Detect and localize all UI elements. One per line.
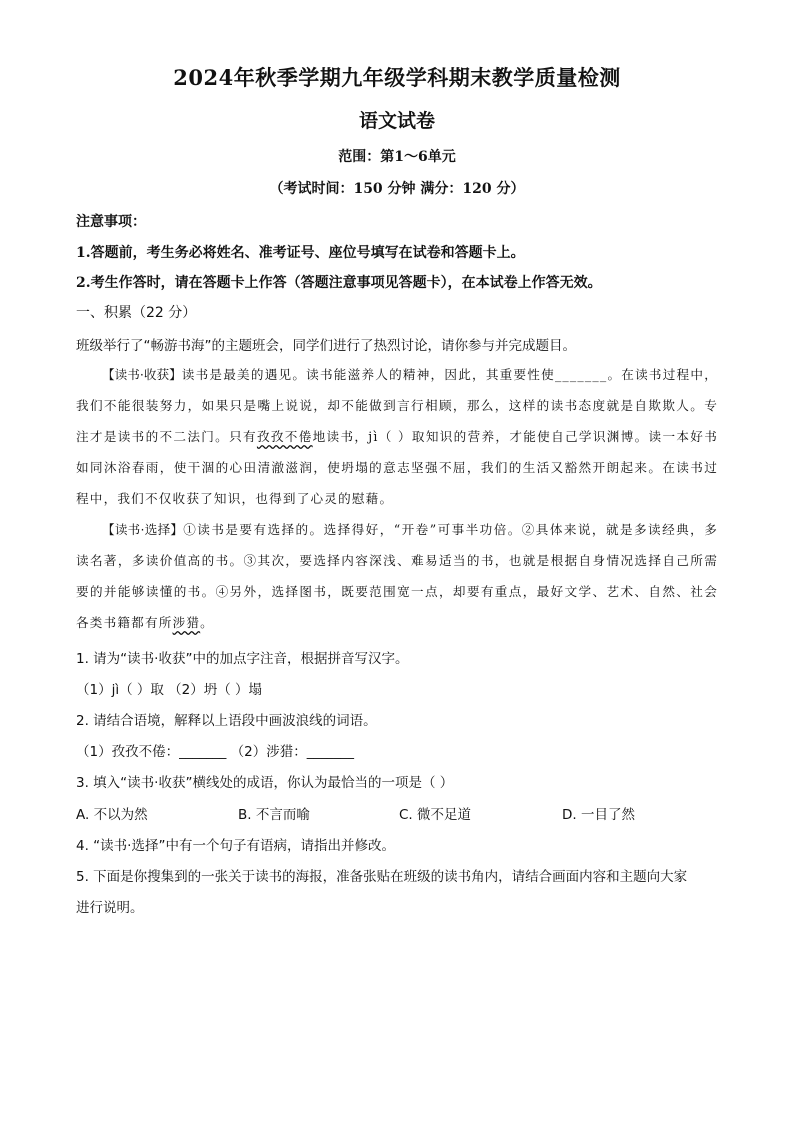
- question-2-sub: （1）孜孜不倦：_______ （2）涉猎：_______: [76, 744, 354, 760]
- passage-reading-choice: [76, 514, 718, 638]
- option-d: D. 一目了然: [562, 807, 635, 823]
- notice-item-2: 2.考生作答时，请在答题卡上作答（答题注意事项见答题卡），在本试卷上作答无效。: [76, 275, 602, 291]
- notice-heading: 注意事项：: [76, 214, 146, 230]
- passage-text: 地读书，jì（ ）取知识的营养，才能使自己学识渊博。读一本好书如同沐浴春雨，使干涸的心田清澈滋润，使坍塌的意志坚强不屈，我们的生活又豁然开朗起来。在读书过程中，我们不仅收获了知识，也得到了心灵的慰藉。: [76, 429, 718, 506]
- passage-reading-harvest: [76, 359, 718, 514]
- option-c: C. 微不足道: [399, 807, 472, 823]
- option-a: A. 不以为然: [76, 807, 148, 823]
- exam-time-info: （考试时间：150 分钟 满分：120 分）: [269, 181, 525, 197]
- section-intro: 班级举行了“畅游书海”的主题班会，同学们进行了热烈讨论，请你参与并完成题目。: [76, 338, 576, 354]
- wavy-word: 孜孜不倦: [256, 429, 313, 444]
- exam-title: 2024年秋季学期九年级学科期末教学质量检测: [173, 65, 621, 90]
- passage-text: 读书是最美的遇见。读书能滋养人的精神，因此，其重要性使_______。在读书过程中，我们不能很装努力，如果只是嘴上说说，却不能做到言行相顾，那么，这样的读书态度就是自欺欺人。专注才是读书的不二法门。只有: [76, 367, 718, 444]
- question-5: 5. 下面是你搜集到的一张关于读书的海报，准备张贴在班级的读书角内，请结合画面内容和主题向大家: [76, 869, 688, 885]
- passage-label: 【读书·选择】: [102, 522, 184, 537]
- question-4: 4. “读书·选择”中有一个句子有语病，请指出并修改。: [76, 838, 395, 854]
- notice-item-1: 1.答题前，考生务必将姓名、准考证号、座位号填写在试卷和答题卡上。: [76, 245, 525, 261]
- passage-text: ①读书是要有选择的。选择得好，“开卷”可事半功倍。②具体来说，就是多读经典，多读名著，多读价值高的书。③其次，要选择内容深浅、难易适当的书，也就是根据自身情况选择自己所需要的并能够读懂的书。④另外，选择图书，既要范围宽一点，却要有重点，最好文学、艺术、自然、社会各类书籍都有所: [76, 522, 718, 630]
- option-b: B. 不言而喻: [238, 807, 310, 823]
- exam-range: 范围：第1～6单元: [338, 149, 456, 165]
- passage-text: 。: [200, 615, 214, 630]
- question-5-cont: 进行说明。: [76, 900, 144, 916]
- question-3: 3. 填入“读书·收获”横线处的成语，你认为最恰当的一项是（ ）: [76, 775, 454, 791]
- section-heading: 一、积累（22 分）: [76, 305, 197, 321]
- question-1: 1. 请为“读书·收获”中的加点字注音，根据拼音写汉字。: [76, 651, 409, 667]
- exam-subtitle: 语文试卷: [358, 110, 435, 132]
- wavy-word: 涉猎: [172, 615, 201, 630]
- question-2: 2. 请结合语境，解释以上语段中画波浪线的词语。: [76, 713, 377, 729]
- passage-label: 【读书·收获】: [102, 367, 182, 382]
- question-1-sub: （1）jì（ ）取 （2）坍（ ）塌: [76, 682, 263, 698]
